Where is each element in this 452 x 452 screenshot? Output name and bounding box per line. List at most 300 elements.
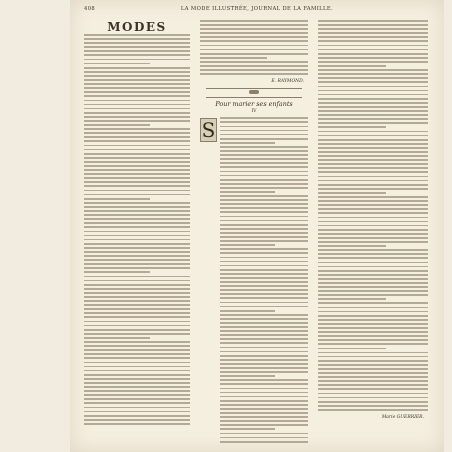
- text-line: [220, 310, 275, 312]
- text-line: [220, 322, 308, 324]
- chapter-number: IV: [251, 109, 257, 115]
- text-line: [318, 278, 428, 280]
- text-line: [220, 326, 308, 328]
- text-line: [318, 282, 428, 284]
- text-line: [84, 100, 190, 102]
- text-line: [84, 116, 190, 118]
- text-line: [84, 91, 190, 93]
- text-line: [220, 179, 308, 181]
- text-line: [220, 334, 308, 336]
- text-line: [84, 353, 190, 355]
- text-line: [220, 175, 308, 177]
- text-line: [318, 53, 428, 55]
- text-line: [200, 73, 308, 75]
- text-line: [200, 24, 308, 26]
- text-line: [220, 293, 308, 295]
- text-line: [84, 235, 190, 237]
- text-line: [220, 154, 308, 156]
- text-line: [84, 357, 190, 359]
- text-line: [220, 265, 308, 267]
- text-line: [318, 110, 428, 112]
- text-line: [318, 28, 428, 30]
- text-line: [84, 120, 190, 122]
- text-line: [84, 54, 190, 56]
- text-line: [220, 289, 308, 291]
- text-line: [84, 59, 190, 61]
- text-line: [220, 285, 308, 287]
- text-line: [220, 224, 308, 226]
- text-line: [318, 184, 428, 186]
- modes-heading: MODES: [107, 20, 167, 34]
- text-line: [220, 228, 308, 230]
- text-line: [84, 321, 190, 323]
- text-line: [84, 185, 190, 187]
- text-line: [84, 402, 190, 404]
- text-line: [220, 330, 308, 332]
- text-line: [318, 73, 428, 75]
- text-line: [318, 188, 428, 190]
- text-line: [200, 69, 308, 71]
- text-line: [84, 173, 190, 175]
- text-line: [84, 181, 190, 183]
- text-line: [318, 352, 428, 354]
- text-line: [318, 393, 428, 395]
- text-line: [84, 296, 190, 298]
- text-line: [200, 32, 308, 34]
- text-line: [84, 71, 190, 73]
- text-line: [220, 261, 308, 263]
- text-line: [220, 375, 275, 377]
- text-line: [318, 237, 428, 239]
- text-line: [220, 383, 308, 385]
- text-line: [84, 67, 190, 69]
- text-line: [318, 323, 428, 325]
- text-line: [318, 126, 386, 128]
- text-line: [84, 222, 190, 224]
- text-line: [220, 236, 308, 238]
- text-line: [220, 404, 308, 406]
- text-line: [318, 24, 428, 26]
- text-line: [84, 276, 190, 278]
- text-line: [220, 416, 308, 418]
- text-line: [220, 199, 308, 201]
- text-line: [220, 187, 308, 189]
- novel-title: Pour marier ses enfants: [215, 100, 293, 109]
- text-line: [220, 207, 308, 209]
- text-line: [84, 362, 190, 364]
- text-line: [200, 28, 308, 30]
- column-2: [200, 20, 308, 444]
- text-line: [84, 370, 190, 372]
- text-line: [318, 155, 428, 157]
- text-line: [84, 75, 190, 77]
- text-line: [220, 162, 308, 164]
- text-line: [200, 61, 308, 63]
- text-line: [220, 252, 308, 254]
- text-line: [84, 79, 190, 81]
- text-line: [318, 147, 428, 149]
- text-line: [220, 130, 308, 132]
- text-line: [318, 302, 428, 304]
- text-line: [200, 49, 308, 51]
- text-line: [318, 315, 428, 317]
- text-line: [318, 380, 428, 382]
- text-line: [84, 63, 150, 65]
- text-line: [84, 140, 190, 142]
- text-line: [220, 142, 275, 144]
- text-line: [84, 157, 190, 159]
- text-line: [220, 302, 308, 304]
- column-3: [318, 20, 428, 444]
- text-line: [84, 304, 190, 306]
- text-line: [318, 36, 428, 38]
- text-line: [318, 327, 428, 329]
- text-line: [84, 165, 190, 167]
- text-line: [220, 138, 308, 140]
- text-line: [84, 95, 190, 97]
- text-line: [318, 65, 386, 67]
- text-line: [318, 45, 428, 47]
- text-line: [220, 216, 308, 218]
- text-line: [200, 53, 308, 55]
- text-line: [318, 270, 428, 272]
- text-line: [220, 277, 308, 279]
- text-line: [84, 267, 190, 269]
- text-line: [84, 316, 190, 318]
- text-line: [220, 437, 308, 439]
- text-line: [220, 363, 308, 365]
- text-line: [318, 290, 428, 292]
- text-line: [84, 423, 190, 425]
- text-line: [220, 126, 308, 128]
- text-line: [220, 191, 275, 193]
- text-line: [84, 415, 190, 417]
- text-line: [318, 360, 428, 362]
- text-line: [318, 262, 428, 264]
- text-line: [318, 167, 428, 169]
- text-line: [318, 20, 428, 22]
- text-line: [84, 34, 190, 36]
- novel-text-continued: [318, 20, 428, 413]
- text-line: [220, 273, 308, 275]
- text-line: [220, 171, 308, 173]
- text-line: [84, 382, 190, 384]
- text-line: [84, 108, 190, 110]
- text-line: [318, 233, 428, 235]
- text-line: [318, 372, 428, 374]
- text-line: [84, 333, 190, 335]
- text-line: [220, 412, 308, 414]
- text-line: [84, 153, 190, 155]
- text-line: [318, 90, 428, 92]
- closing-signature: Marie GUERRIER.: [381, 415, 424, 420]
- text-line: [318, 106, 428, 108]
- text-line: [318, 192, 386, 194]
- text-line: [318, 139, 428, 141]
- text-line: [84, 312, 190, 314]
- text-line: [318, 217, 428, 219]
- text-line: [318, 249, 428, 251]
- text-line: [318, 343, 428, 345]
- text-line: [84, 259, 190, 261]
- text-line: [220, 347, 308, 349]
- text-line: [84, 46, 190, 48]
- text-line: [220, 134, 308, 136]
- text-line: [220, 428, 275, 430]
- text-line: [318, 307, 428, 309]
- text-line: [84, 263, 190, 265]
- text-line: [84, 374, 190, 376]
- text-line: [220, 396, 308, 398]
- text-line: [318, 159, 428, 161]
- page-number: 408: [84, 6, 96, 12]
- text-line: [318, 348, 386, 350]
- text-line: [84, 198, 150, 200]
- text-line: [318, 122, 428, 124]
- text-line: [318, 102, 428, 104]
- text-line: [200, 57, 267, 59]
- text-line: [220, 314, 308, 316]
- text-line: [84, 194, 190, 196]
- text-line: [84, 42, 190, 44]
- text-line: [84, 124, 150, 126]
- text-line: [318, 257, 428, 259]
- text-line: [84, 300, 190, 302]
- text-line: [318, 225, 428, 227]
- text-line: [220, 306, 308, 308]
- text-line: [220, 211, 308, 213]
- text-line: [84, 341, 190, 343]
- text-line: [84, 255, 190, 257]
- text-line: [318, 368, 428, 370]
- text-line: [318, 114, 428, 116]
- text-line: [84, 337, 150, 339]
- text-line: [318, 364, 428, 366]
- text-line: [318, 286, 428, 288]
- text-line: [84, 398, 190, 400]
- text-line: [84, 394, 190, 396]
- text-line: [220, 150, 308, 152]
- text-line: [84, 284, 190, 286]
- text-line: [318, 94, 428, 96]
- text-line: [318, 298, 386, 300]
- section-ornament: [206, 88, 302, 98]
- text-line: [84, 390, 190, 392]
- text-line: [318, 180, 428, 182]
- text-line: [318, 69, 428, 71]
- text-line: [318, 384, 428, 386]
- text-line: [318, 176, 428, 178]
- text-line: [220, 248, 308, 250]
- text-line: [318, 409, 428, 411]
- text-line: [220, 121, 308, 123]
- text-line: [220, 388, 308, 390]
- text-line: [84, 161, 190, 163]
- text-line: [84, 128, 190, 130]
- text-line: [220, 117, 308, 119]
- text-line: [84, 145, 190, 147]
- text-line: [84, 325, 190, 327]
- text-line: [220, 424, 308, 426]
- text-line: [318, 143, 428, 145]
- text-line: [318, 229, 428, 231]
- text-line: [318, 335, 428, 337]
- text-line: [84, 177, 190, 179]
- text-line: [318, 311, 428, 313]
- text-line: [84, 329, 190, 331]
- text-line: [220, 281, 308, 283]
- text-line: [318, 40, 428, 42]
- novel-text: [220, 117, 308, 444]
- magazine-page: [70, 0, 444, 452]
- drop-cap: S: [201, 118, 216, 143]
- text-line: [220, 392, 308, 394]
- text-line: [318, 401, 428, 403]
- text-line: [318, 405, 428, 407]
- text-line: [318, 135, 428, 137]
- text-line: [84, 378, 190, 380]
- text-line: [220, 420, 308, 422]
- text-line: [318, 356, 428, 358]
- text-line: [318, 266, 428, 268]
- text-line: [318, 171, 428, 173]
- text-line: [84, 349, 190, 351]
- text-line: [220, 297, 308, 299]
- text-line: [220, 408, 308, 410]
- text-line: [220, 240, 308, 242]
- text-line: [84, 292, 190, 294]
- text-line: [318, 196, 428, 198]
- text-line: [84, 419, 190, 421]
- text-line: [318, 241, 428, 243]
- modes-article-text: [84, 34, 190, 427]
- text-line: [318, 319, 428, 321]
- text-line: [220, 342, 308, 344]
- text-line: [84, 247, 190, 249]
- text-line: [220, 371, 308, 373]
- text-line: [84, 226, 190, 228]
- text-line: [220, 351, 308, 353]
- text-line: [84, 407, 190, 409]
- text-line: [84, 366, 190, 368]
- text-line: [220, 441, 308, 443]
- text-line: [220, 269, 308, 271]
- text-line: [318, 86, 428, 88]
- text-line: [84, 210, 190, 212]
- text-line: [318, 208, 428, 210]
- running-title: LA MODE ILLUSTRÉE, JOURNAL DE LA FAMILLE.: [180, 6, 334, 12]
- text-line: [318, 163, 428, 165]
- text-line: [200, 20, 308, 22]
- text-line: [84, 206, 190, 208]
- text-line: [220, 355, 308, 357]
- text-line: [84, 202, 190, 204]
- text-line: [220, 146, 308, 148]
- modes-article-continued: [200, 20, 308, 77]
- text-line: [318, 397, 428, 399]
- text-line: [84, 169, 190, 171]
- text-line: [318, 32, 428, 34]
- text-line: [220, 338, 308, 340]
- text-line: [84, 243, 190, 245]
- text-line: [318, 221, 428, 223]
- text-line: [318, 61, 428, 63]
- text-line: [318, 331, 428, 333]
- text-line: [200, 36, 308, 38]
- text-line: [84, 308, 190, 310]
- text-line: [200, 65, 308, 67]
- text-line: [318, 151, 428, 153]
- text-line: [220, 433, 308, 435]
- text-line: [220, 203, 308, 205]
- text-line: [84, 104, 190, 106]
- article-signature: E. RAYMOND.: [271, 79, 304, 85]
- text-line: [84, 87, 190, 89]
- text-line: [318, 77, 428, 79]
- column-1: [84, 20, 190, 444]
- text-line: [220, 359, 308, 361]
- text-line: [220, 158, 308, 160]
- text-line: [220, 367, 308, 369]
- text-line: [84, 386, 190, 388]
- text-line: [200, 40, 308, 42]
- text-line: [318, 49, 428, 51]
- text-line: [84, 112, 190, 114]
- text-line: [84, 231, 190, 233]
- text-line: [318, 204, 428, 206]
- text-line: [220, 195, 308, 197]
- running-header: [84, 4, 430, 14]
- text-line: [84, 411, 190, 413]
- text-line: [84, 136, 190, 138]
- text-line: [318, 57, 428, 59]
- text-line: [84, 251, 190, 253]
- text-line: [318, 131, 428, 133]
- text-line: [318, 339, 428, 341]
- text-line: [318, 376, 428, 378]
- text-line: [220, 379, 308, 381]
- text-line: [318, 388, 428, 390]
- text-line: [84, 50, 190, 52]
- text-line: [220, 244, 275, 246]
- text-line: [220, 257, 308, 259]
- text-line: [84, 83, 190, 85]
- text-line: [220, 232, 308, 234]
- text-line: [84, 218, 190, 220]
- text-line: [318, 274, 428, 276]
- text-line: [84, 190, 190, 192]
- text-line: [318, 81, 428, 83]
- text-line: [84, 280, 190, 282]
- text-line: [318, 245, 386, 247]
- text-line: [84, 288, 190, 290]
- text-line: [84, 38, 190, 40]
- text-line: [318, 294, 428, 296]
- text-line: [84, 345, 190, 347]
- text-line: [220, 400, 308, 402]
- text-line: [318, 212, 428, 214]
- text-line: [84, 239, 190, 241]
- text-line: [84, 132, 190, 134]
- text-line: [318, 200, 428, 202]
- text-line: [318, 98, 428, 100]
- text-line: [200, 45, 308, 47]
- text-line: [84, 149, 190, 151]
- text-line: [318, 118, 428, 120]
- text-line: [84, 271, 150, 273]
- text-line: [220, 318, 308, 320]
- text-line: [220, 183, 308, 185]
